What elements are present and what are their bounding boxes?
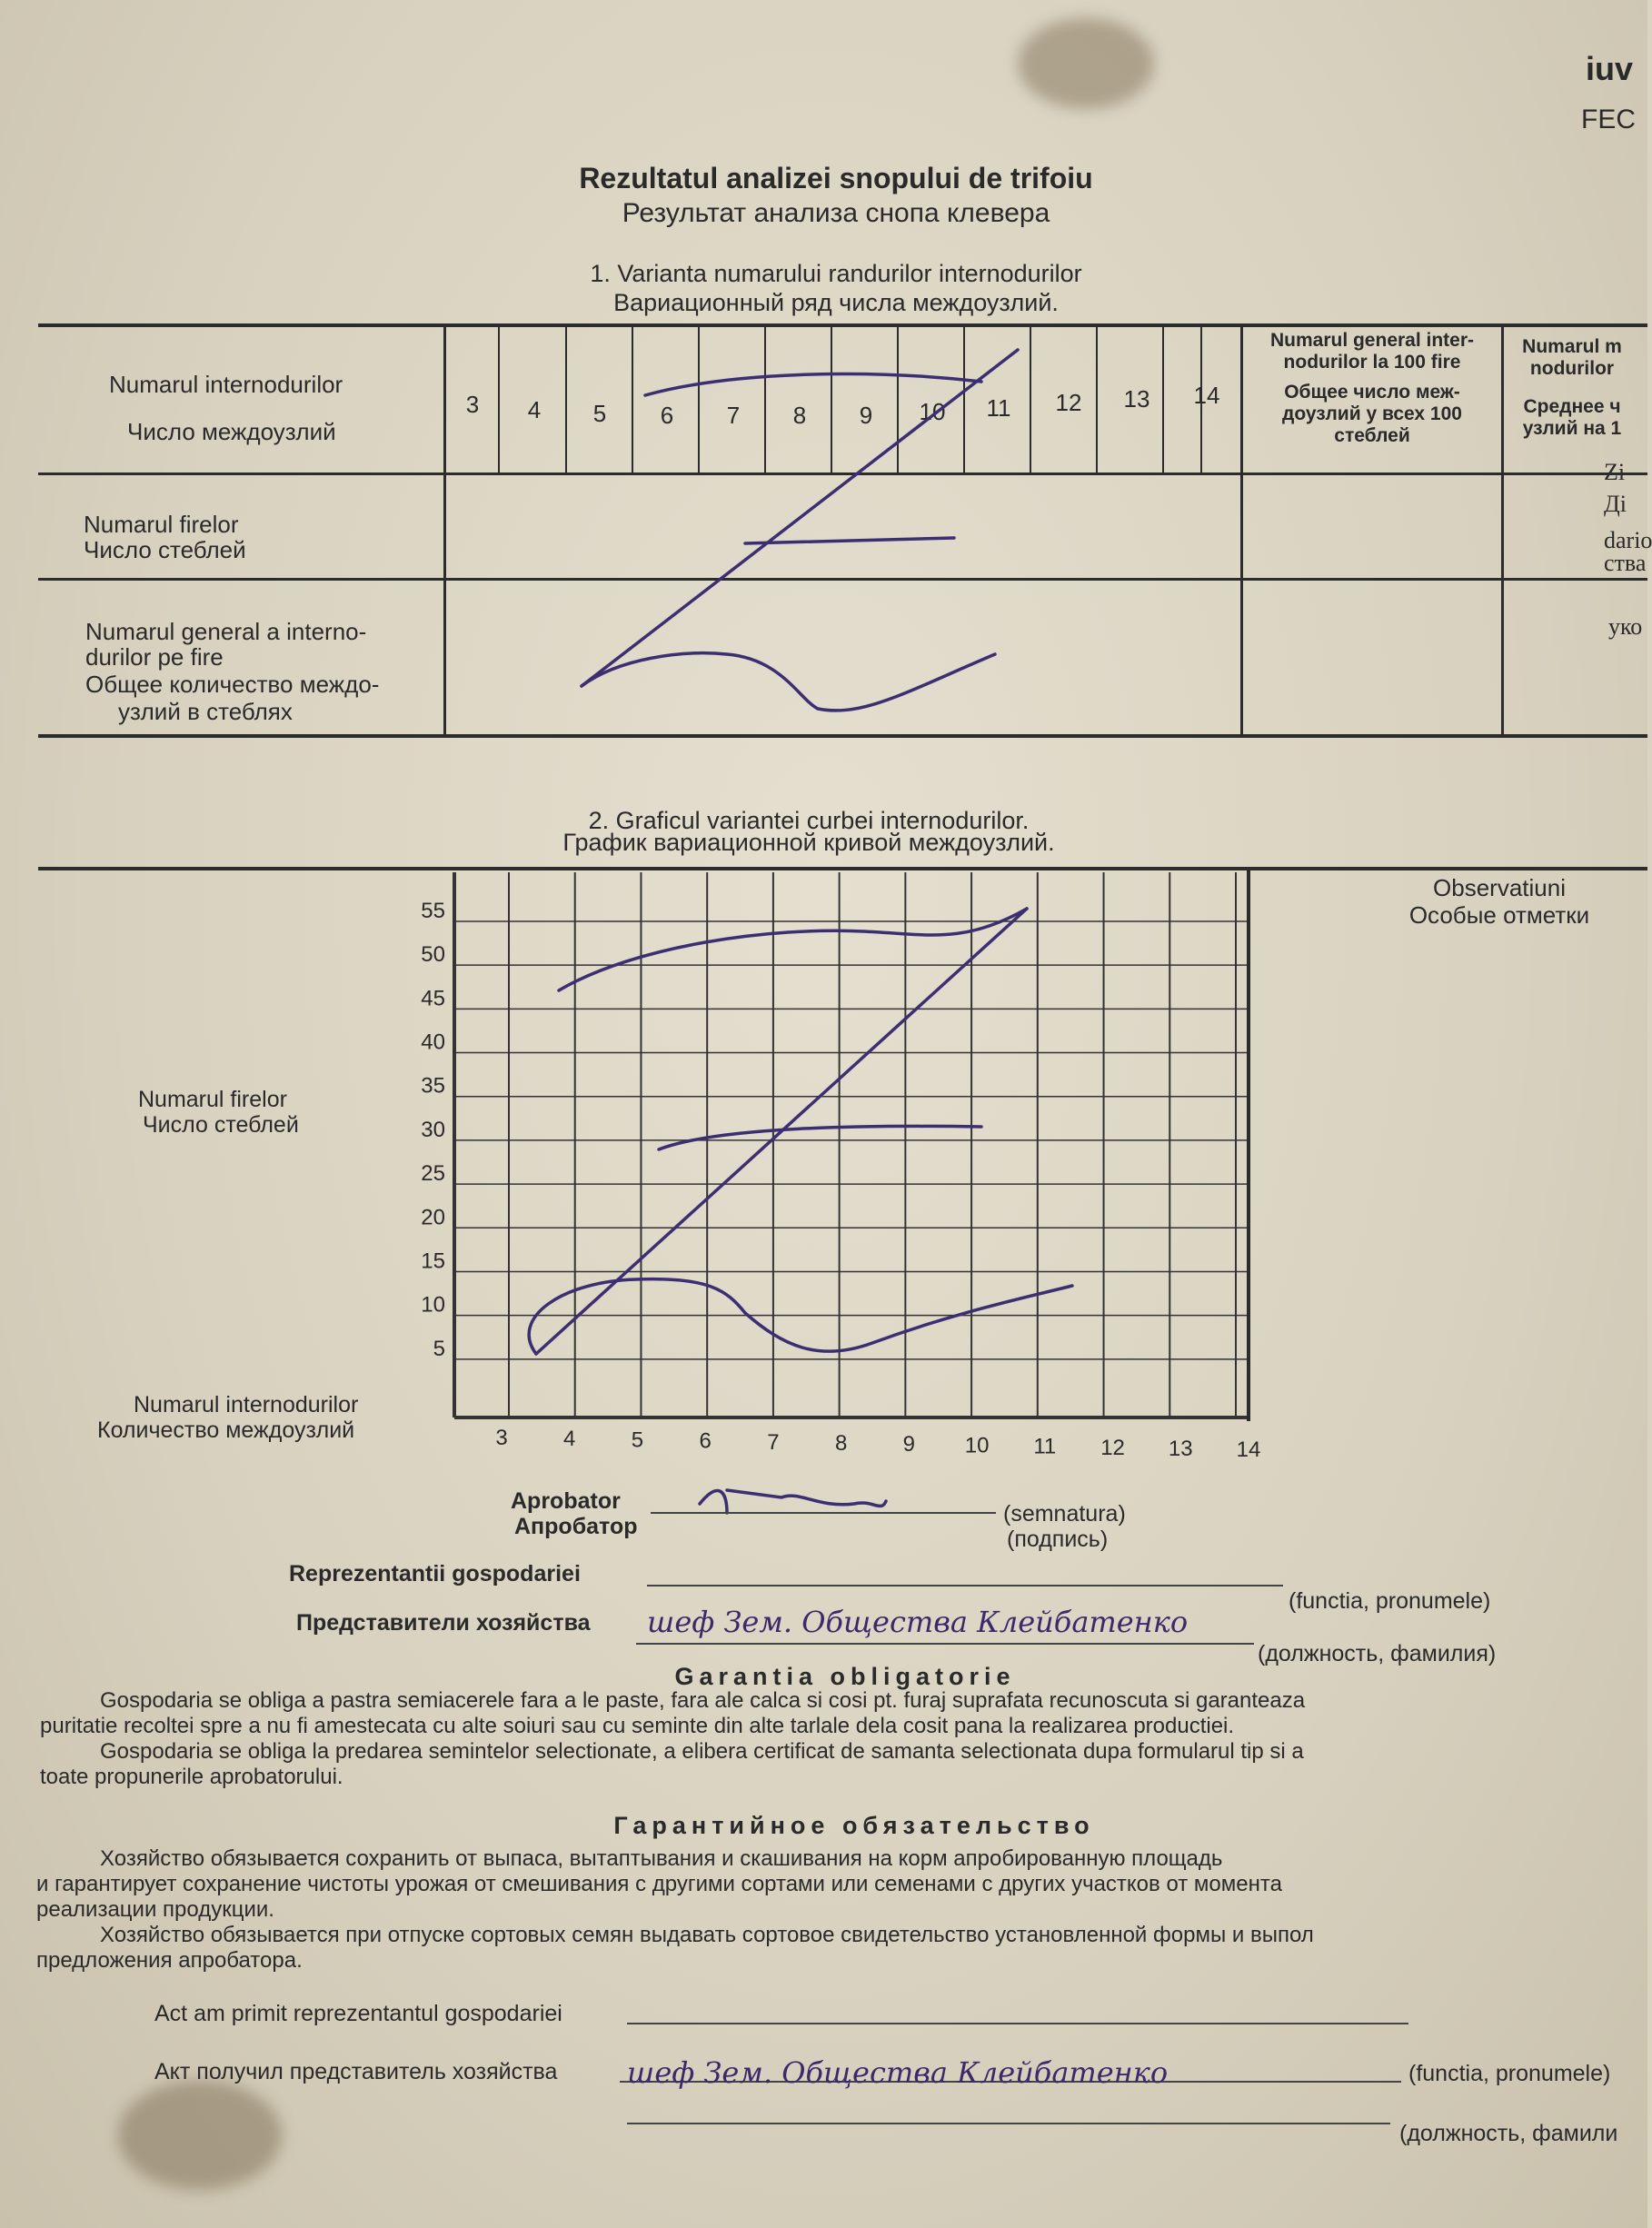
guarantee-ro-line: puritatie recoltei spre a nu fi amestecata cu alte soiuri sau cu seminte din alte tarlale dela cosit pana la realizarea productiei.: [40, 1714, 1235, 1738]
total-per-100-header-ru: Общее число меж- доузлий у всех 100 стеблей: [1282, 382, 1462, 446]
x-tick-label: 11: [1033, 1434, 1057, 1459]
column-header: 3: [465, 391, 480, 418]
row-label-stems-ro: Numarul firelor: [84, 511, 239, 538]
x-tick-label: 9: [902, 1432, 916, 1457]
ink-stroke: [645, 374, 981, 395]
y-tick-label: 40: [421, 1029, 445, 1055]
x-tick-label: 7: [767, 1429, 780, 1455]
farm-reps-line-ru: [636, 1643, 1254, 1645]
x-axis-label-ro: Numarul internodurilor: [134, 1392, 359, 1417]
edge-text-fec: FEC: [1581, 104, 1636, 134]
section1-title-ru: Вариационный ряд числа междоузлий.: [613, 289, 1059, 316]
observations-label-ro: Observatiuni: [1433, 874, 1566, 901]
y-tick-label: 45: [421, 986, 445, 1011]
section1-title-ro: 1. Varianta numarului randurilor internodurilor: [590, 260, 1082, 287]
ink-stroke: [529, 1279, 1072, 1354]
guarantee-ro-line: Gospodaria se obliga a pastra semiacerele fara a le paste, fara ale calca si cosi pt. furaj suprafata recunoscuta si garanteaza: [100, 1688, 1306, 1713]
y-tick-label: 10: [421, 1292, 445, 1318]
page-title-ru: Результат анализа снопа клевера: [622, 198, 1050, 228]
guarantee-ru-line: Хозяйство обязывается при отпуске сортовых семян выдавать сортовое свидетельство установленной формы и выпол: [100, 1923, 1314, 1947]
y-axis-label-ru: Число стеблей: [143, 1112, 299, 1138]
page-title-ro: Rezultatul analizei snopului de trifoiu: [579, 162, 1093, 194]
ink-stroke: [700, 1490, 886, 1513]
farm-reps-hint-ro: (functia, pronumele): [1289, 1588, 1491, 1614]
column-header: 4: [527, 396, 542, 423]
row-label-total-ru: Общее количество междо-: [85, 671, 380, 698]
act-received-line-ro: [627, 2023, 1408, 2024]
guarantee-ro-line: Gospodaria se obliga la predarea semintelor selectionate, a elibera certificat de samanta selectionata dupa formularul tip si a: [100, 1739, 1304, 1764]
y-tick-label: 35: [421, 1073, 445, 1099]
total-per-100-header-ro: Numarul general inter- nodurilor la 100 fire: [1269, 330, 1475, 373]
column-header: 7: [726, 402, 741, 429]
act-received-line-ru2: [627, 2123, 1390, 2124]
guarantee-ru-line: предложения апробатора.: [36, 1948, 303, 1973]
y-axis-label-ro: Numarul firelor: [138, 1087, 287, 1112]
y-tick-label: 25: [421, 1161, 445, 1187]
column-header: 12: [1055, 389, 1082, 416]
column-header: 14: [1193, 382, 1220, 409]
act-received-label-ru: Акт получил представитель хозяйства: [154, 2059, 558, 2084]
x-tick-label: 3: [495, 1426, 508, 1450]
y-tick-label: 50: [421, 942, 445, 968]
column-header: 8: [792, 402, 807, 429]
x-tick-label: 5: [631, 1427, 644, 1453]
edge-text-stva: ства: [1604, 550, 1647, 576]
x-axis-label-ru: Количество междоузлий: [97, 1417, 355, 1443]
section2-title-ro: 2. Graficul variantei curbei internodurilor.: [588, 807, 1030, 834]
row-label-stems-ru: Число стеблей: [84, 536, 246, 563]
row-label-total-ro2: durilor pe fire: [85, 643, 224, 671]
column-header: 9: [859, 402, 873, 429]
y-tick-label: 15: [421, 1248, 445, 1274]
signature-hint-ru: (подпись): [1007, 1527, 1109, 1552]
farm-reps-label-ru: Представители хозяйства: [296, 1610, 591, 1636]
guarantee-ru-line: Хозяйство обязывается сохранить от выпаса, вытаптывания и скашивания на корм апробированную площадь: [100, 1846, 1223, 1871]
x-tick-label: 4: [563, 1427, 576, 1452]
guarantee-title-ro: Garantia obligatorie: [674, 1663, 1016, 1690]
column-header: 6: [660, 402, 674, 429]
guarantee-ru-line: и гарантирует сохранение чистоты урожая от смешивания с другими сортами или семенами с других участков от момента: [36, 1872, 1282, 1896]
approver-label-ru: Апробатор: [514, 1514, 638, 1539]
farm-reps-line-ro: [647, 1585, 1283, 1586]
row-label-total-ro: Numarul general a interno-: [85, 618, 367, 645]
column-header: 11: [986, 394, 1011, 422]
edge-text-uko: уко: [1608, 613, 1643, 640]
y-tick-label: 5: [433, 1336, 445, 1361]
average-header-ro: Numarul m nodurilor: [1522, 336, 1622, 379]
edge-text-dario: dario: [1604, 527, 1652, 553]
row-label-internodes-ru: Число междоузлий: [127, 418, 336, 445]
column-header: 10: [919, 398, 946, 425]
y-tick-label: 55: [421, 899, 445, 923]
act-received-label-ro: Act am primit reprezentantul gospodariei: [154, 2001, 562, 2026]
guarantee-ru-line: реализации продукции.: [36, 1897, 274, 1922]
x-tick-label: 14: [1236, 1437, 1261, 1463]
ink-stroke: [582, 350, 1018, 686]
ink-stroke: [582, 653, 995, 711]
section2-title-ru: График вариационной кривой междоузлий.: [562, 829, 1055, 856]
farm-reps-hint-ru: (должность, фамилия): [1258, 1641, 1497, 1666]
x-tick-label: 10: [964, 1433, 990, 1458]
x-tick-label: 6: [699, 1428, 712, 1454]
x-tick-label: 12: [1100, 1435, 1125, 1460]
row-label-total-ru2: узлий в стеблях: [118, 698, 293, 725]
x-tick-label: 13: [1168, 1437, 1193, 1461]
act-received-handwritten: шеф Зем. Общества Клейбатенко: [627, 2055, 1169, 2090]
y-tick-label: 30: [421, 1117, 445, 1142]
guarantee-ro-line: toate propunerile aprobatorului.: [40, 1765, 343, 1789]
column-header: 13: [1123, 385, 1150, 413]
y-tick-label: 20: [421, 1205, 445, 1230]
row-label-internodes-ro: Numarul internodurilor: [109, 371, 343, 398]
average-header-ru: Среднее ч узлий на 1: [1522, 396, 1622, 439]
farm-rep-handwritten: шеф Зем. Общества Клейбатенко: [647, 1605, 1189, 1639]
approver-signature-line: [651, 1512, 996, 1514]
edge-text-top: iuv: [1586, 50, 1634, 87]
farm-reps-label-ro: Reprezentantii gospodariei: [289, 1561, 581, 1586]
ink-stroke: [745, 538, 954, 543]
approver-label-ro: Aprobator: [511, 1488, 621, 1514]
signature-hint-ro: (semnatura): [1003, 1501, 1126, 1527]
act-received-hint-ru: (должность, фамили: [1399, 2121, 1618, 2146]
guarantee-title-ru: Гарантийное обязательство: [613, 1812, 1095, 1839]
x-tick-label: 8: [834, 1431, 848, 1456]
act-received-hint-ro: (functia, pronumele): [1408, 2061, 1611, 2086]
edge-text-d: Ді: [1604, 491, 1627, 517]
observations-label-ru: Особые отметки: [1408, 901, 1590, 929]
column-header: 5: [592, 400, 607, 427]
